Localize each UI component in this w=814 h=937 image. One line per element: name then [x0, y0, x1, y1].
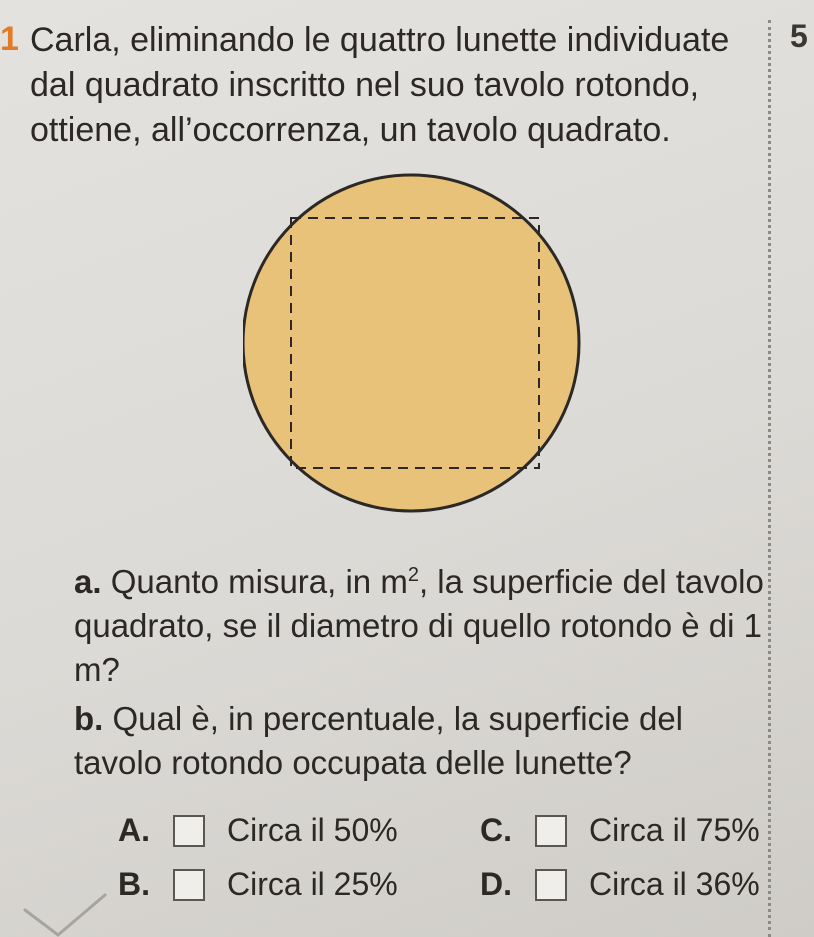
option-c-text: Circa il 75%	[589, 812, 760, 848]
option-b[interactable]	[118, 866, 398, 903]
option-c-checkbox[interactable]	[535, 815, 567, 847]
exercise-number: 1	[0, 20, 19, 58]
option-b-checkbox[interactable]	[173, 869, 205, 901]
option-d-letter: D.	[480, 866, 512, 902]
question-b-label: b.	[74, 700, 104, 737]
option-c[interactable]	[480, 812, 760, 849]
round-table-circle	[243, 175, 579, 511]
pencil-check-mark	[20, 890, 110, 937]
option-a-checkbox[interactable]	[173, 815, 205, 847]
question-b	[74, 697, 764, 785]
option-d[interactable]	[480, 866, 760, 903]
option-d-text: Circa il 36%	[589, 866, 760, 902]
option-c-letter: C.	[480, 812, 512, 848]
option-a-text: Circa il 50%	[227, 812, 398, 848]
option-b-text: Circa il 25%	[227, 866, 398, 902]
question-a-sup: 2	[407, 564, 419, 586]
points-badge: 5	[790, 18, 808, 54]
option-a-letter: A.	[118, 812, 150, 848]
exercise-intro: Carla, eliminando le quattro lunette individuate dal quadrato inscritto nel suo tavolo rotondo, ottiene, all’occorrenza, un tavolo quadrato.	[30, 21, 730, 149]
question-a-label: a.	[74, 563, 102, 600]
option-b-letter: B.	[118, 866, 150, 902]
question-a	[74, 560, 764, 692]
option-a[interactable]	[118, 812, 398, 849]
question-a-text-after: , la superficie del tavolo quadrato, se il diametro di quello rotondo è di 1 m?	[74, 563, 764, 688]
option-d-checkbox[interactable]	[535, 869, 567, 901]
margin-dotted-line	[768, 20, 771, 937]
question-a-text-before: Quanto misura, in m	[110, 563, 408, 600]
round-table-figure	[243, 168, 583, 518]
question-b-text: Qual è, in percentuale, la superficie del tavolo rotondo occupata delle lunette?	[74, 700, 684, 781]
